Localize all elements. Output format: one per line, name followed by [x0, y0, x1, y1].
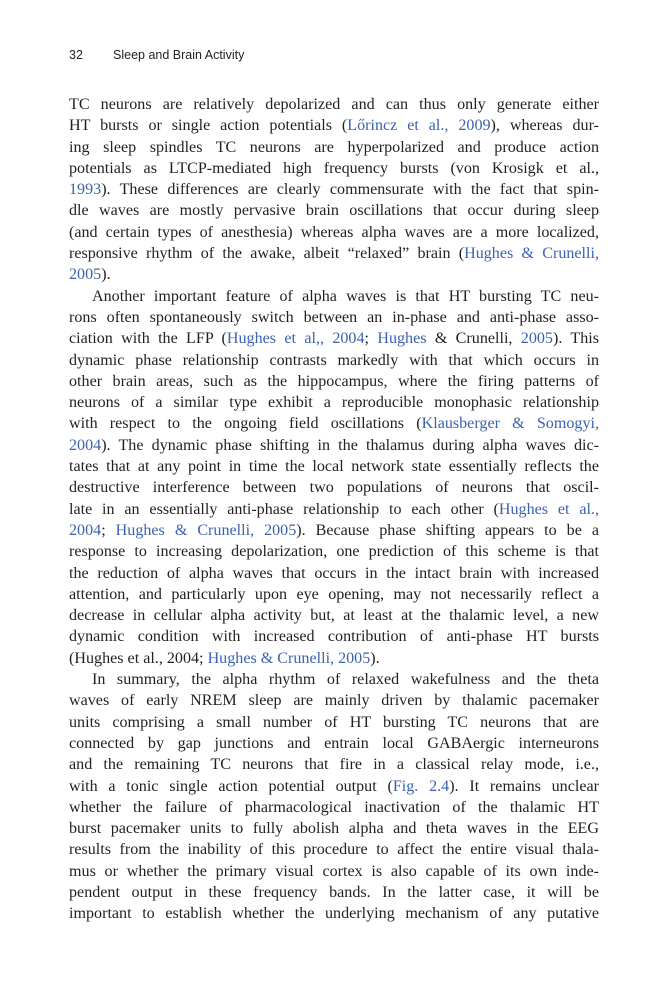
text-run: ing sleep spindles TC neurons are hyperpolarized and produce action [69, 138, 599, 156]
citation-link[interactable]: Hughes et al., [498, 500, 599, 518]
running-title: Sleep and Brain Activity [113, 48, 245, 62]
text-line [69, 541, 599, 562]
citation-link[interactable]: 2004 [69, 436, 102, 454]
text-line [69, 690, 599, 711]
text-run: potentials as LTCP-mediated high frequency bursts (von Krosigk et al., [69, 159, 599, 177]
text-line [69, 648, 599, 669]
text-line [69, 456, 599, 477]
text-line [69, 776, 599, 797]
text-run: tates that at any point in time the local network state essentially reflects the [69, 458, 599, 476]
text-run: (Hughes et al., 2004; [69, 649, 208, 667]
text-line [69, 903, 599, 924]
text-line [69, 563, 599, 584]
text-run: ; [364, 330, 378, 348]
text-run: ). The dynamic phase shifting in the thalamus during alpha waves dic- [101, 436, 599, 454]
text-run: (and certain types of anesthesia) whereas alpha waves are a more localized, [69, 223, 599, 241]
text-run: & Crunelli, [426, 330, 521, 348]
text-run: dynamic phase relationship contrasts markedly with that which occurs in [69, 351, 599, 369]
text-run: dynamic condition with increased contribution of anti-phase HT bursts [69, 628, 599, 646]
text-run: In summary, the alpha rhythm of relaxed wakefulness and the theta [92, 671, 599, 689]
text-run: late in an essentially anti-phase relationship to each other ( [69, 500, 499, 518]
text-run: ). [370, 649, 380, 667]
text-run: waves of early NREM sleep are mainly driven by thalamic pacemaker [69, 692, 599, 710]
text-line [69, 861, 599, 882]
text-run: ). Because phase shifting appears to be a [296, 521, 599, 539]
text-line [69, 520, 599, 541]
text-run: connected by gap junctions and entrain local GABAergic interneurons [69, 734, 599, 752]
text-run: dle waves are mostly pervasive brain oscillations that occur during sleep [69, 202, 599, 220]
citation-link[interactable]: Hughes & Crunelli, [464, 245, 599, 263]
citation-link[interactable]: 1993 [69, 181, 102, 199]
text-run: responsive rhythm of the awake, albeit “relaxed” brain ( [69, 245, 465, 263]
citation-link[interactable]: Klausberger & Somogyi, [421, 415, 599, 433]
text-line [69, 222, 599, 243]
text-run: ). [101, 266, 111, 284]
text-line [69, 137, 599, 158]
text-run: neurons of a similar type exhibit a reproducible monophasic relationship [69, 394, 599, 412]
text-line [69, 371, 599, 392]
citation-link[interactable]: 2004 [69, 521, 102, 539]
text-run: important to establish whether the underlying mechanism of any putative [69, 905, 599, 923]
text-line [69, 499, 599, 520]
text-line [69, 158, 599, 179]
text-run: ; [101, 521, 116, 539]
text-run: attention, and particularly upon eye opening, may not necessarily reflect a [69, 585, 599, 603]
text-line [69, 350, 599, 371]
citation-link[interactable]: Lőrincz et al., 2009 [347, 117, 491, 135]
text-line [69, 264, 599, 285]
text-run: other brain areas, such as the hippocampus, where the firing patterns of [69, 372, 599, 390]
text-line [69, 94, 599, 115]
text-line [69, 307, 599, 328]
citation-link[interactable]: 2005 [520, 330, 553, 348]
text-run: ). These differences are clearly commensurate with the fact that spin- [101, 181, 599, 199]
running-header [69, 48, 244, 62]
citation-link[interactable]: Hughes et al,, 2004 [226, 330, 365, 348]
text-line [69, 712, 599, 733]
text-run: pendent output in these frequency bands. In the latter case, it will be [69, 883, 599, 901]
text-line [69, 733, 599, 754]
text-line [69, 413, 599, 434]
citation-link[interactable]: Fig. 2.4 [392, 777, 450, 795]
text-run: ciation with the LFP ( [69, 330, 227, 348]
body-text [69, 94, 599, 925]
text-run: destructive interference between two populations of neurons that oscil- [69, 479, 599, 497]
text-run: units comprising a small number of HT bursting TC neurons that are [69, 713, 599, 731]
citation-link[interactable]: Hughes [377, 330, 427, 348]
page-number: 32 [69, 48, 83, 62]
text-run: ), whereas dur- [490, 117, 599, 135]
text-run: with respect to the ongoing field oscillations ( [69, 415, 422, 433]
text-line [69, 605, 599, 626]
text-line [69, 200, 599, 221]
text-run: response to increasing depolarization, one prediction of this scheme is that [69, 543, 599, 561]
text-line [69, 286, 599, 307]
text-run: mus or whether the primary visual cortex is also capable of its own inde- [69, 862, 599, 880]
text-line [69, 392, 599, 413]
text-line [69, 115, 599, 136]
text-line [69, 882, 599, 903]
text-run: with a tonic single action potential output ( [69, 777, 393, 795]
text-line [69, 839, 599, 860]
citation-link[interactable]: Hughes & Crunelli, 2005 [115, 521, 297, 539]
text-run: results from the inability of this procedure to affect the entire visual thala- [69, 841, 599, 859]
text-line [69, 179, 599, 200]
citation-link[interactable]: 2005 [69, 266, 102, 284]
text-line [69, 435, 599, 456]
text-run: decrease in cellular alpha activity but, at least at the thalamic level, a new [69, 607, 599, 625]
text-line [69, 328, 599, 349]
text-line [69, 754, 599, 775]
text-run: rons often spontaneously switch between an in-phase and anti-phase asso- [69, 308, 599, 326]
text-run: ). This [552, 330, 600, 348]
text-run: burst pacemaker units to fully abolish alpha and theta waves in the EEG [69, 820, 599, 838]
text-run: Another important feature of alpha waves is that HT bursting TC neu- [92, 287, 599, 305]
text-line [69, 669, 599, 690]
text-line [69, 797, 599, 818]
text-line [69, 477, 599, 498]
text-line [69, 818, 599, 839]
text-run: TC neurons are relatively depolarized and can thus only generate either [69, 96, 599, 113]
text-line [69, 584, 599, 605]
text-run: HT bursts or single action potentials ( [69, 117, 348, 135]
text-run: ). It remains unclear [449, 777, 599, 795]
text-line [69, 626, 599, 647]
text-run: whether the failure of pharmacological inactivation of the thalamic HT [69, 798, 599, 816]
citation-link[interactable]: Hughes & Crunelli, 2005 [207, 649, 371, 667]
text-run: and the remaining TC neurons that fire in a classical relay mode, i.e., [69, 756, 599, 774]
text-line [69, 243, 599, 264]
text-run: the reduction of alpha waves that occurs in the intact brain with increased [69, 564, 599, 582]
